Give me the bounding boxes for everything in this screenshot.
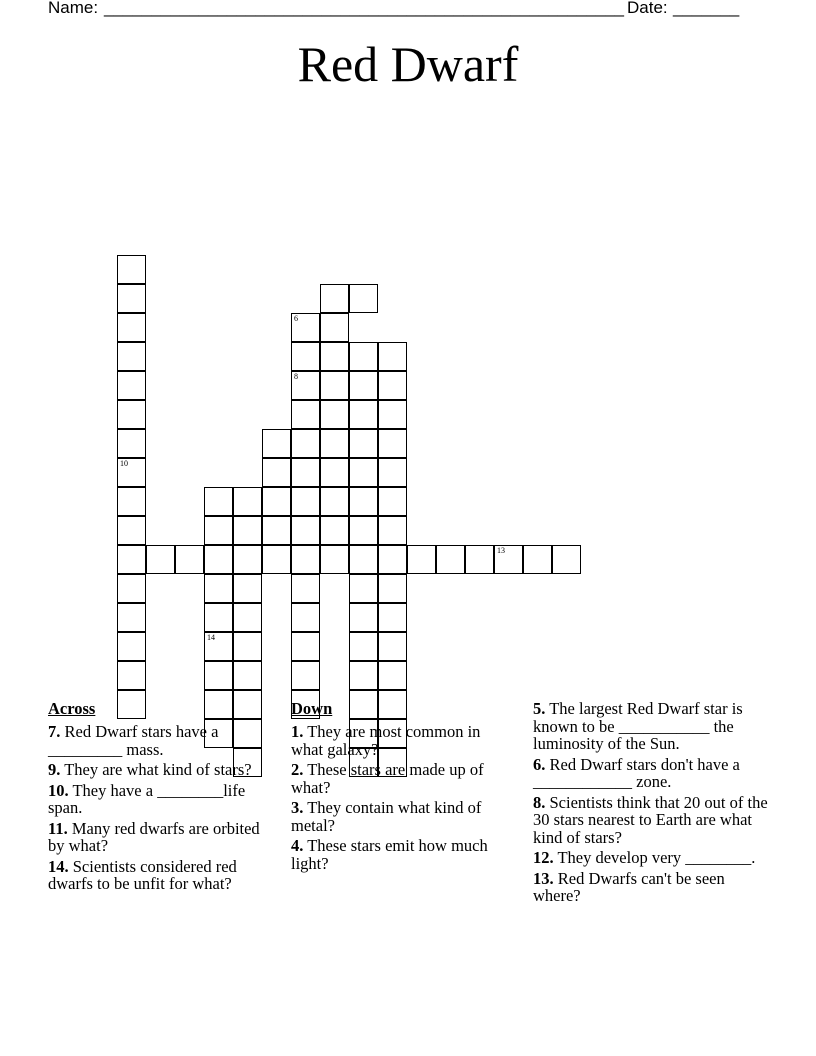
clue-item-number: 10. <box>48 780 69 800</box>
clue-item-number: 6. <box>533 754 546 774</box>
grid-cell[interactable] <box>146 545 175 574</box>
grid-cell[interactable] <box>378 458 407 487</box>
grid-cell[interactable] <box>378 400 407 429</box>
grid-cell[interactable] <box>204 545 233 574</box>
grid-cell[interactable] <box>117 458 146 487</box>
grid-cell[interactable] <box>233 574 262 603</box>
clue-item-text: They are most common in what galaxy? <box>291 722 481 759</box>
grid-cell[interactable] <box>349 429 378 458</box>
grid-cell[interactable] <box>349 371 378 400</box>
clue-number: 6 <box>294 314 298 323</box>
grid-cell[interactable] <box>291 603 320 632</box>
clue-item <box>533 700 773 753</box>
grid-cell[interactable] <box>117 313 146 342</box>
clue-item <box>291 837 511 872</box>
clue-item-text: They have a ________life span. <box>48 780 246 817</box>
clue-item <box>533 794 773 847</box>
clue-item-text: Many red dwarfs are orbited by what? <box>48 818 260 855</box>
grid-cell[interactable] <box>117 603 146 632</box>
clue-item <box>48 782 268 817</box>
clue-item-number: 13. <box>533 868 554 888</box>
clue-item <box>48 761 268 779</box>
grid-cell[interactable] <box>378 603 407 632</box>
across-clue-list <box>48 723 268 893</box>
grid-cell[interactable] <box>320 400 349 429</box>
grid-cell[interactable] <box>349 284 378 313</box>
down-heading: Down <box>291 699 333 718</box>
grid-cell[interactable] <box>117 545 146 574</box>
grid-cell[interactable] <box>349 545 378 574</box>
clue-item-text: They develop very ________. <box>553 848 756 867</box>
clue-number: 13 <box>497 546 505 555</box>
grid-cell[interactable] <box>233 487 262 516</box>
grid-cell[interactable] <box>320 545 349 574</box>
clue-item <box>533 756 773 791</box>
clue-item <box>291 723 511 758</box>
clue-item <box>48 723 268 758</box>
grid-cell[interactable] <box>349 400 378 429</box>
clue-item-text: The largest Red Dwarf star is known to be ___________ the luminosity of the Sun. <box>533 699 743 753</box>
grid-cell[interactable] <box>117 342 146 371</box>
name-field[interactable]: _______________________________________________________ <box>104 0 625 17</box>
grid-cell[interactable] <box>552 545 581 574</box>
clue-item-number: 1. <box>291 722 304 741</box>
clue-item <box>533 870 773 905</box>
clue-item-number: 8. <box>533 792 546 812</box>
grid-cell[interactable] <box>204 661 233 690</box>
clue-item-number: 3. <box>291 798 304 817</box>
grid-cell[interactable] <box>291 342 320 371</box>
grid-cell[interactable] <box>204 487 233 516</box>
clue-number: 8 <box>294 372 298 381</box>
grid-cell[interactable] <box>291 487 320 516</box>
down-clue-list-continued <box>533 700 773 905</box>
grid-cell[interactable] <box>233 632 262 661</box>
grid-cell[interactable] <box>117 632 146 661</box>
grid-cell[interactable] <box>291 632 320 661</box>
grid-cell[interactable] <box>378 516 407 545</box>
grid-cell[interactable] <box>117 516 146 545</box>
down-clues-continued <box>533 700 773 908</box>
grid-cell[interactable] <box>117 574 146 603</box>
grid-cell[interactable] <box>349 516 378 545</box>
grid-cell[interactable] <box>436 545 465 574</box>
grid-cell[interactable] <box>117 429 146 458</box>
grid-cell[interactable] <box>320 516 349 545</box>
grid-cell[interactable] <box>233 661 262 690</box>
clue-item-text: These stars emit how much light? <box>291 836 488 873</box>
clue-item-number: 7. <box>48 722 61 741</box>
grid-cell[interactable] <box>494 545 523 574</box>
clue-item-number: 5. <box>533 699 546 718</box>
grid-cell[interactable] <box>204 632 233 661</box>
clue-item-number: 2. <box>291 760 304 779</box>
clue-item-text: Red Dwarfs can't be seen where? <box>533 868 725 905</box>
date-label: Date: <box>627 0 668 17</box>
grid-cell[interactable] <box>204 603 233 632</box>
grid-cell[interactable] <box>378 661 407 690</box>
grid-cell[interactable] <box>320 487 349 516</box>
clue-item <box>48 858 268 893</box>
grid-cell[interactable] <box>262 429 291 458</box>
clue-item-number: 12. <box>533 848 554 867</box>
grid-cell[interactable] <box>291 574 320 603</box>
grid-cell[interactable] <box>291 516 320 545</box>
clue-item-text: Scientists considered red dwarfs to be unfit for what? <box>48 856 237 893</box>
clue-number: 14 <box>207 633 215 642</box>
across-heading: Across <box>48 699 96 718</box>
grid-cell[interactable] <box>117 371 146 400</box>
clue-item-number: 9. <box>48 760 61 779</box>
grid-cell[interactable] <box>291 545 320 574</box>
clue-item-text: They are what kind of stars? <box>60 760 252 779</box>
grid-cell[interactable] <box>349 574 378 603</box>
grid-cell[interactable] <box>320 313 349 342</box>
grid-cell[interactable] <box>291 661 320 690</box>
across-clues <box>48 700 268 896</box>
grid-cell[interactable] <box>291 313 320 342</box>
grid-cell[interactable] <box>233 603 262 632</box>
grid-cell[interactable] <box>320 458 349 487</box>
grid-cell[interactable] <box>407 545 436 574</box>
grid-cell[interactable] <box>349 661 378 690</box>
grid-cell[interactable] <box>320 284 349 313</box>
clue-item-number: 4. <box>291 836 304 855</box>
clue-number: 10 <box>120 459 128 468</box>
grid-cell[interactable] <box>204 516 233 545</box>
clue-item-number: 14. <box>48 856 69 876</box>
grid-cell[interactable] <box>320 371 349 400</box>
grid-cell[interactable] <box>378 371 407 400</box>
grid-cell[interactable] <box>291 371 320 400</box>
grid-cell[interactable] <box>349 603 378 632</box>
grid-cell[interactable] <box>117 487 146 516</box>
date-field[interactable]: _______ <box>673 0 740 17</box>
clue-item-text: Red Dwarf stars don't have a ____________ zone. <box>533 754 740 791</box>
grid-cell[interactable] <box>262 516 291 545</box>
grid-cell[interactable] <box>233 516 262 545</box>
grid-cell[interactable] <box>117 400 146 429</box>
grid-cell[interactable] <box>349 632 378 661</box>
clue-item-number: 11. <box>48 818 68 838</box>
grid-cell[interactable] <box>262 545 291 574</box>
grid-cell[interactable] <box>378 429 407 458</box>
grid-cell[interactable] <box>175 545 204 574</box>
grid-cell[interactable] <box>291 400 320 429</box>
grid-cell[interactable] <box>291 429 320 458</box>
grid-cell[interactable] <box>233 545 262 574</box>
clue-item-text: Red Dwarf stars have a _________ mass. <box>48 722 219 759</box>
grid-cell[interactable] <box>262 458 291 487</box>
grid-cell[interactable] <box>378 574 407 603</box>
clue-item <box>291 799 511 834</box>
grid-cell[interactable] <box>349 487 378 516</box>
grid-cell[interactable] <box>117 661 146 690</box>
grid-cell[interactable] <box>262 487 291 516</box>
clue-item <box>533 849 773 867</box>
grid-cell[interactable] <box>320 429 349 458</box>
grid-cell[interactable] <box>465 545 494 574</box>
grid-cell[interactable] <box>378 342 407 371</box>
grid-cell[interactable] <box>378 632 407 661</box>
down-clue-list <box>291 723 511 872</box>
clue-item-text: Scientists think that 20 out of the 30 stars nearest to Earth are what kind of stars? <box>533 792 768 847</box>
down-clues <box>291 700 511 875</box>
puzzle-title: Red Dwarf <box>297 36 519 92</box>
grid-cell[interactable] <box>117 255 146 284</box>
grid-cell[interactable] <box>349 342 378 371</box>
grid-cell[interactable] <box>378 487 407 516</box>
grid-cell[interactable] <box>349 458 378 487</box>
clue-item <box>48 820 268 855</box>
grid-cell[interactable] <box>523 545 552 574</box>
clue-item <box>291 761 511 796</box>
grid-cell[interactable] <box>117 284 146 313</box>
clue-item-text: These stars are made up of what? <box>291 760 484 797</box>
grid-cell[interactable] <box>204 574 233 603</box>
grid-cell[interactable] <box>378 545 407 574</box>
name-label: Name: <box>48 0 99 17</box>
clue-item-text: They contain what kind of metal? <box>291 798 482 835</box>
grid-cell[interactable] <box>320 342 349 371</box>
grid-cell[interactable] <box>291 458 320 487</box>
